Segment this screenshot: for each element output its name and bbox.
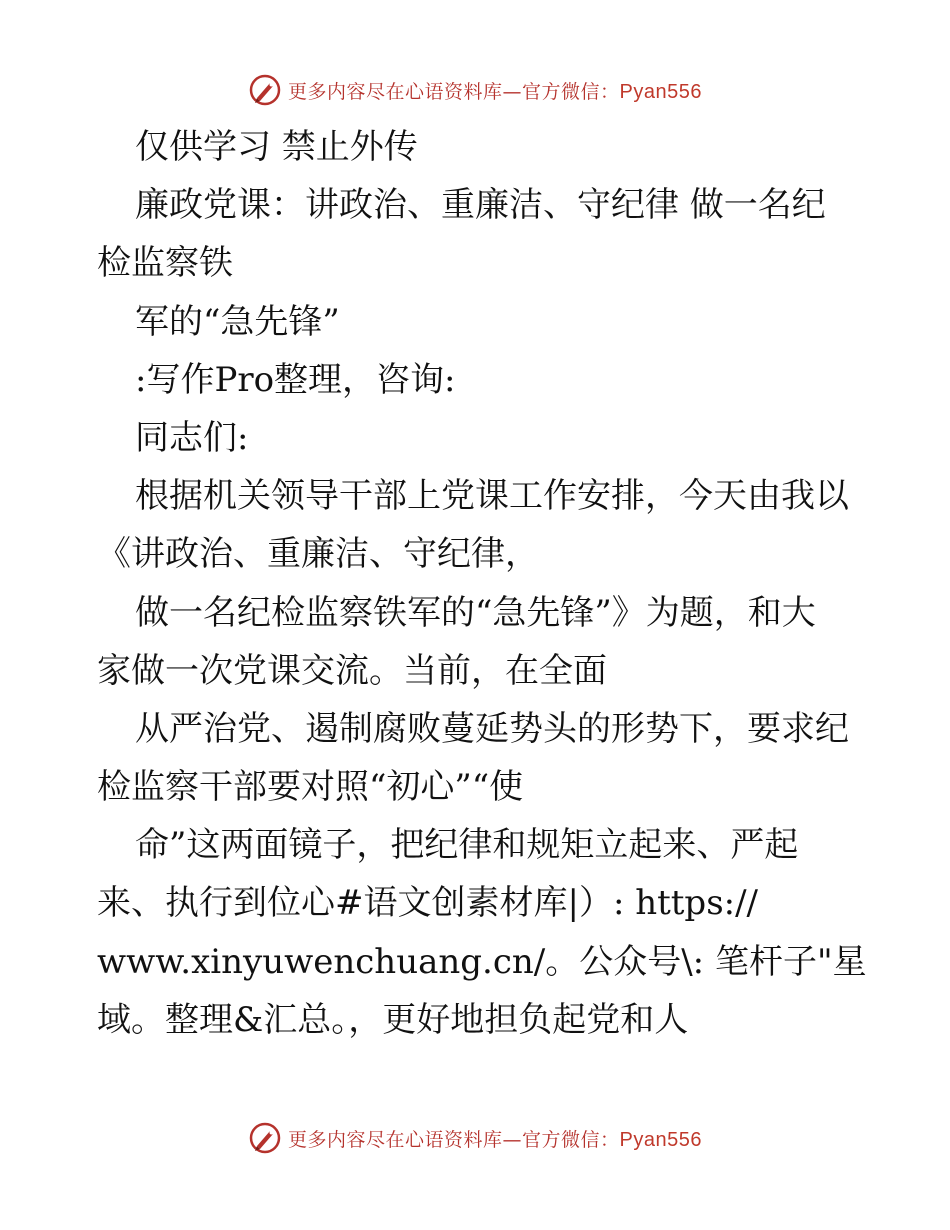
text-line: 命”这两面镜子，把纪律和规矩立起来、严起 xyxy=(135,825,799,866)
text-line: 仅供学习 禁止外传 xyxy=(135,127,418,167)
footer-banner xyxy=(0,1118,950,1158)
text-line: 根据机关领导干部上党课工作安排，今天由我以 xyxy=(135,476,849,517)
text-line: www.xinyuwenchuang.cn/。公众号\: 笔杆子"星 xyxy=(97,941,867,982)
header-text xyxy=(288,77,702,104)
footer-brand: 更多内容尽在心语资料库 xyxy=(288,1128,503,1151)
header-banner xyxy=(0,70,950,110)
header-wechat-id: Pyan556 xyxy=(619,80,702,103)
text-line: 军的“急先锋” xyxy=(135,301,340,342)
header-wechat-label: 官方微信： xyxy=(522,80,620,103)
pen-logo-icon xyxy=(248,73,282,107)
text-line: 做一名纪检监察铁军的“急先锋”》为题，和大 xyxy=(135,592,816,633)
header-brand: 更多内容尽在心语资料库 xyxy=(288,80,503,103)
text-line: 域。整理&汇总。，更好地担负起党和人 xyxy=(97,999,689,1040)
text-line: 检监察铁 xyxy=(97,243,233,284)
text-line: 廉政党课：讲政治、重廉洁、守纪律 做一名纪 xyxy=(135,185,826,226)
footer-separator: — xyxy=(502,1128,523,1151)
text-line: 来、执行到位心#语文创素材库|）: https:// xyxy=(97,883,759,924)
footer-wechat-label: 官方微信： xyxy=(522,1128,620,1151)
header-separator: — xyxy=(502,80,523,103)
footer-wechat-id: Pyan556 xyxy=(619,1128,702,1151)
text-line: 检监察干部要对照“初心”“使 xyxy=(97,767,524,808)
pen-logo-icon xyxy=(248,1121,282,1155)
footer-text xyxy=(288,1125,702,1152)
document-body xyxy=(97,118,867,1049)
text-line: 同志们: xyxy=(135,417,249,458)
text-line: 家做一次党课交流。当前，在全面 xyxy=(97,650,607,691)
text-line: 从严治党、遏制腐败蔓延势头的形势下，要求纪 xyxy=(135,708,849,749)
text-line: 《讲政治、重廉洁、守纪律， xyxy=(97,534,539,575)
text-line: :写作Pro整理，咨询: xyxy=(135,359,456,400)
